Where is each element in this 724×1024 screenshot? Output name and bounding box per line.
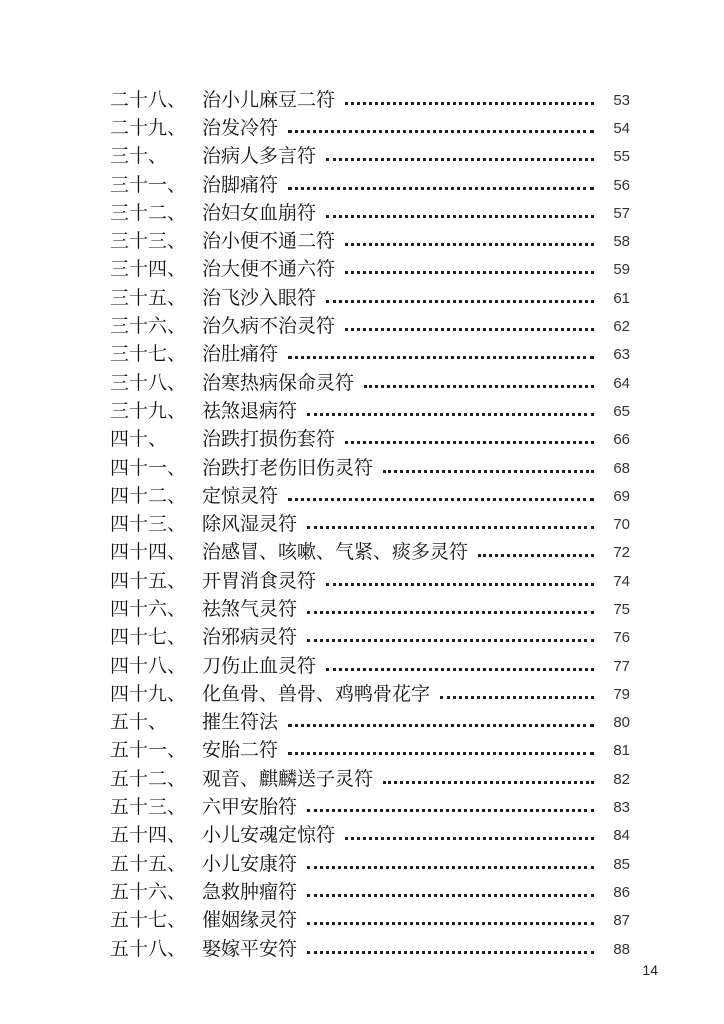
toc-entry-title: 催姻缘灵符	[202, 909, 298, 932]
dot-leader	[345, 269, 594, 274]
toc-entry-title: 安胎二符	[202, 739, 279, 762]
toc-entry-page: 53	[613, 91, 630, 109]
dot-leader	[364, 383, 594, 388]
toc-entry-number: 三十二、	[110, 201, 187, 224]
toc-entry-title: 急救肿瘤符	[202, 880, 298, 903]
toc-entry-title: 刀伤止血灵符	[202, 654, 317, 677]
toc-entry-page: 64	[613, 374, 630, 392]
toc-entry-title: 治小便不通二符	[202, 230, 336, 253]
toc-entry-number: 四十、	[110, 428, 168, 451]
toc-entry-number: 三十七、	[110, 343, 187, 366]
dot-leader	[288, 722, 594, 727]
toc-entry-title: 摧生符法	[202, 711, 279, 734]
toc-entry-page: 81	[613, 742, 630, 760]
toc-entry[interactable]	[110, 793, 630, 821]
toc-entry[interactable]	[110, 454, 630, 482]
dot-leader	[345, 100, 594, 105]
toc-entry[interactable]	[110, 86, 630, 114]
toc-entry-page: 66	[613, 431, 630, 449]
toc-entry-number: 五十八、	[110, 937, 187, 960]
toc-entry[interactable]	[110, 143, 630, 171]
toc-entry-page: 77	[613, 657, 630, 675]
toc-entry-number: 四十二、	[110, 484, 187, 507]
dot-leader	[288, 750, 594, 755]
toc-entry-page: 62	[613, 318, 630, 336]
toc-entry-page: 85	[613, 855, 630, 873]
toc-entry-number: 三十六、	[110, 315, 187, 338]
dot-leader	[383, 468, 594, 473]
toc-entry[interactable]	[110, 369, 630, 397]
toc-entry[interactable]	[110, 652, 630, 680]
toc-entry-number: 五十三、	[110, 796, 187, 819]
toc-entry-number: 五十、	[110, 711, 168, 734]
toc-entry[interactable]	[110, 426, 630, 454]
toc-entry-number: 三十八、	[110, 371, 187, 394]
toc-entry[interactable]	[110, 341, 630, 369]
dot-leader	[307, 892, 594, 897]
toc-entry[interactable]	[110, 765, 630, 793]
toc-entry[interactable]	[110, 539, 630, 567]
toc-entry[interactable]	[110, 171, 630, 199]
toc-entry-page: 72	[613, 544, 630, 562]
toc-entry-page: 56	[613, 176, 630, 194]
toc-entry[interactable]	[110, 878, 630, 906]
dot-leader	[307, 411, 594, 416]
toc-entry[interactable]	[110, 935, 630, 963]
toc-entry-page: 68	[613, 459, 630, 477]
dot-leader	[326, 213, 594, 218]
toc-entry-title: 治脚痛符	[202, 173, 279, 196]
toc-entry-title: 开胃消食灵符	[202, 569, 317, 592]
dot-leader	[345, 439, 594, 444]
toc-entry[interactable]	[110, 199, 630, 227]
toc-entry-page: 69	[613, 487, 630, 505]
dot-leader	[307, 524, 594, 529]
toc-entry-number: 四十六、	[110, 597, 187, 620]
dot-leader	[326, 156, 594, 161]
table-of-contents	[110, 86, 630, 963]
toc-entry-page: 80	[613, 714, 630, 732]
toc-entry-page: 59	[613, 261, 630, 279]
dot-leader	[326, 666, 594, 671]
dot-leader	[288, 185, 594, 190]
toc-entry[interactable]	[110, 510, 630, 538]
toc-entry-number: 四十九、	[110, 682, 187, 705]
dot-leader	[326, 298, 594, 303]
toc-entry-number: 三十、	[110, 145, 168, 168]
dot-leader	[288, 354, 594, 359]
toc-entry[interactable]	[110, 737, 630, 765]
toc-entry-title: 治跌打老伤旧伤灵符	[202, 456, 374, 479]
toc-entry-page: 82	[613, 770, 630, 788]
toc-entry-title: 治病人多言符	[202, 145, 317, 168]
toc-entry-page: 76	[613, 629, 630, 647]
toc-entry-title: 治邪病灵符	[202, 626, 298, 649]
toc-entry[interactable]	[110, 114, 630, 142]
toc-entry-number: 四十七、	[110, 626, 187, 649]
toc-entry-number: 四十三、	[110, 513, 187, 536]
toc-entry-title: 观音、麒麟送子灵符	[202, 767, 374, 790]
toc-entry[interactable]	[110, 256, 630, 284]
toc-entry-title: 祛煞退病符	[202, 399, 298, 422]
dot-leader	[383, 779, 594, 784]
toc-entry[interactable]	[110, 482, 630, 510]
toc-entry[interactable]	[110, 567, 630, 595]
dot-leader	[307, 920, 594, 925]
dot-leader	[288, 496, 594, 501]
dot-leader	[288, 128, 594, 133]
toc-entry-title: 六甲安胎符	[202, 796, 298, 819]
toc-entry-number: 四十八、	[110, 654, 187, 677]
toc-entry[interactable]	[110, 284, 630, 312]
toc-entry-number: 五十四、	[110, 824, 187, 847]
toc-entry-number: 五十六、	[110, 880, 187, 903]
toc-entry-number: 四十四、	[110, 541, 187, 564]
toc-entry[interactable]	[110, 595, 630, 623]
toc-entry-title: 定惊灵符	[202, 484, 279, 507]
toc-entry-number: 二十九、	[110, 116, 187, 139]
toc-entry-number: 二十八、	[110, 88, 187, 111]
toc-entry[interactable]	[110, 227, 630, 255]
toc-entry-title: 化鱼骨、兽骨、鸡鸭骨花字	[202, 682, 431, 705]
dot-leader	[307, 807, 594, 812]
toc-entry-number: 五十二、	[110, 767, 187, 790]
toc-entry-title: 治大便不通六符	[202, 258, 336, 281]
toc-entry-number: 三十五、	[110, 286, 187, 309]
toc-entry-title: 治寒热病保命灵符	[202, 371, 355, 394]
toc-entry-title: 治飞沙入眼符	[202, 286, 317, 309]
toc-entry-title: 娶嫁平安符	[202, 937, 298, 960]
toc-entry-page: 54	[613, 119, 630, 137]
toc-entry-title: 除风湿灵符	[202, 513, 298, 536]
toc-entry-title: 治小儿麻豆二符	[202, 88, 336, 111]
toc-entry-number: 五十七、	[110, 909, 187, 932]
toc-entry-number: 三十三、	[110, 230, 187, 253]
dot-leader	[326, 581, 594, 586]
dot-leader	[307, 864, 594, 869]
toc-entry-page: 57	[613, 204, 630, 222]
toc-entry-number: 四十一、	[110, 456, 187, 479]
toc-entry-number: 五十一、	[110, 739, 187, 762]
toc-entry[interactable]	[110, 709, 630, 737]
toc-entry-page: 65	[613, 402, 630, 420]
toc-entry-page: 88	[613, 940, 630, 958]
dot-leader	[307, 609, 594, 614]
dot-leader	[440, 694, 594, 699]
toc-entry-title: 治感冒、咳嗽、气紧、痰多灵符	[202, 541, 469, 564]
toc-entry-title: 治肚痛符	[202, 343, 279, 366]
dot-leader	[345, 326, 594, 331]
toc-entry-title: 治发冷符	[202, 116, 279, 139]
toc-entry-page: 83	[613, 799, 630, 817]
toc-entry-number: 四十五、	[110, 569, 187, 592]
toc-entry-page: 70	[613, 516, 630, 534]
toc-entry[interactable]	[110, 397, 630, 425]
toc-entry-title: 小儿安魂定惊符	[202, 824, 336, 847]
dot-leader	[478, 552, 594, 557]
toc-entry-title: 治跌打损伤套符	[202, 428, 336, 451]
dot-leader	[307, 637, 594, 642]
toc-entry-number: 三十九、	[110, 399, 187, 422]
toc-entry-page: 55	[613, 148, 630, 166]
toc-entry-page: 87	[613, 912, 630, 930]
toc-entry-page: 75	[613, 600, 630, 618]
toc-entry-page: 86	[613, 883, 630, 901]
toc-entry[interactable]	[110, 907, 630, 935]
toc-entry-page: 63	[613, 346, 630, 364]
toc-entry[interactable]	[110, 624, 630, 652]
toc-entry-page: 58	[613, 233, 630, 251]
toc-entry-title: 治久病不治灵符	[202, 315, 336, 338]
toc-entry-number: 三十四、	[110, 258, 187, 281]
toc-entry-page: 79	[613, 685, 630, 703]
dot-leader	[307, 949, 594, 954]
toc-entry-number: 五十五、	[110, 852, 187, 875]
toc-entry[interactable]	[110, 850, 630, 878]
toc-entry[interactable]	[110, 822, 630, 850]
toc-entry[interactable]	[110, 680, 630, 708]
toc-entry-title: 小儿安康符	[202, 852, 298, 875]
toc-entry-number: 三十一、	[110, 173, 187, 196]
dot-leader	[345, 241, 594, 246]
toc-entry-page: 61	[613, 289, 630, 307]
toc-entry[interactable]	[110, 312, 630, 340]
toc-entry-title: 治妇女血崩符	[202, 201, 317, 224]
toc-entry-page: 84	[613, 827, 630, 845]
dot-leader	[345, 835, 594, 840]
toc-entry-title: 祛煞气灵符	[202, 597, 298, 620]
page-number: 14	[642, 962, 658, 978]
toc-entry-page: 74	[613, 572, 630, 590]
